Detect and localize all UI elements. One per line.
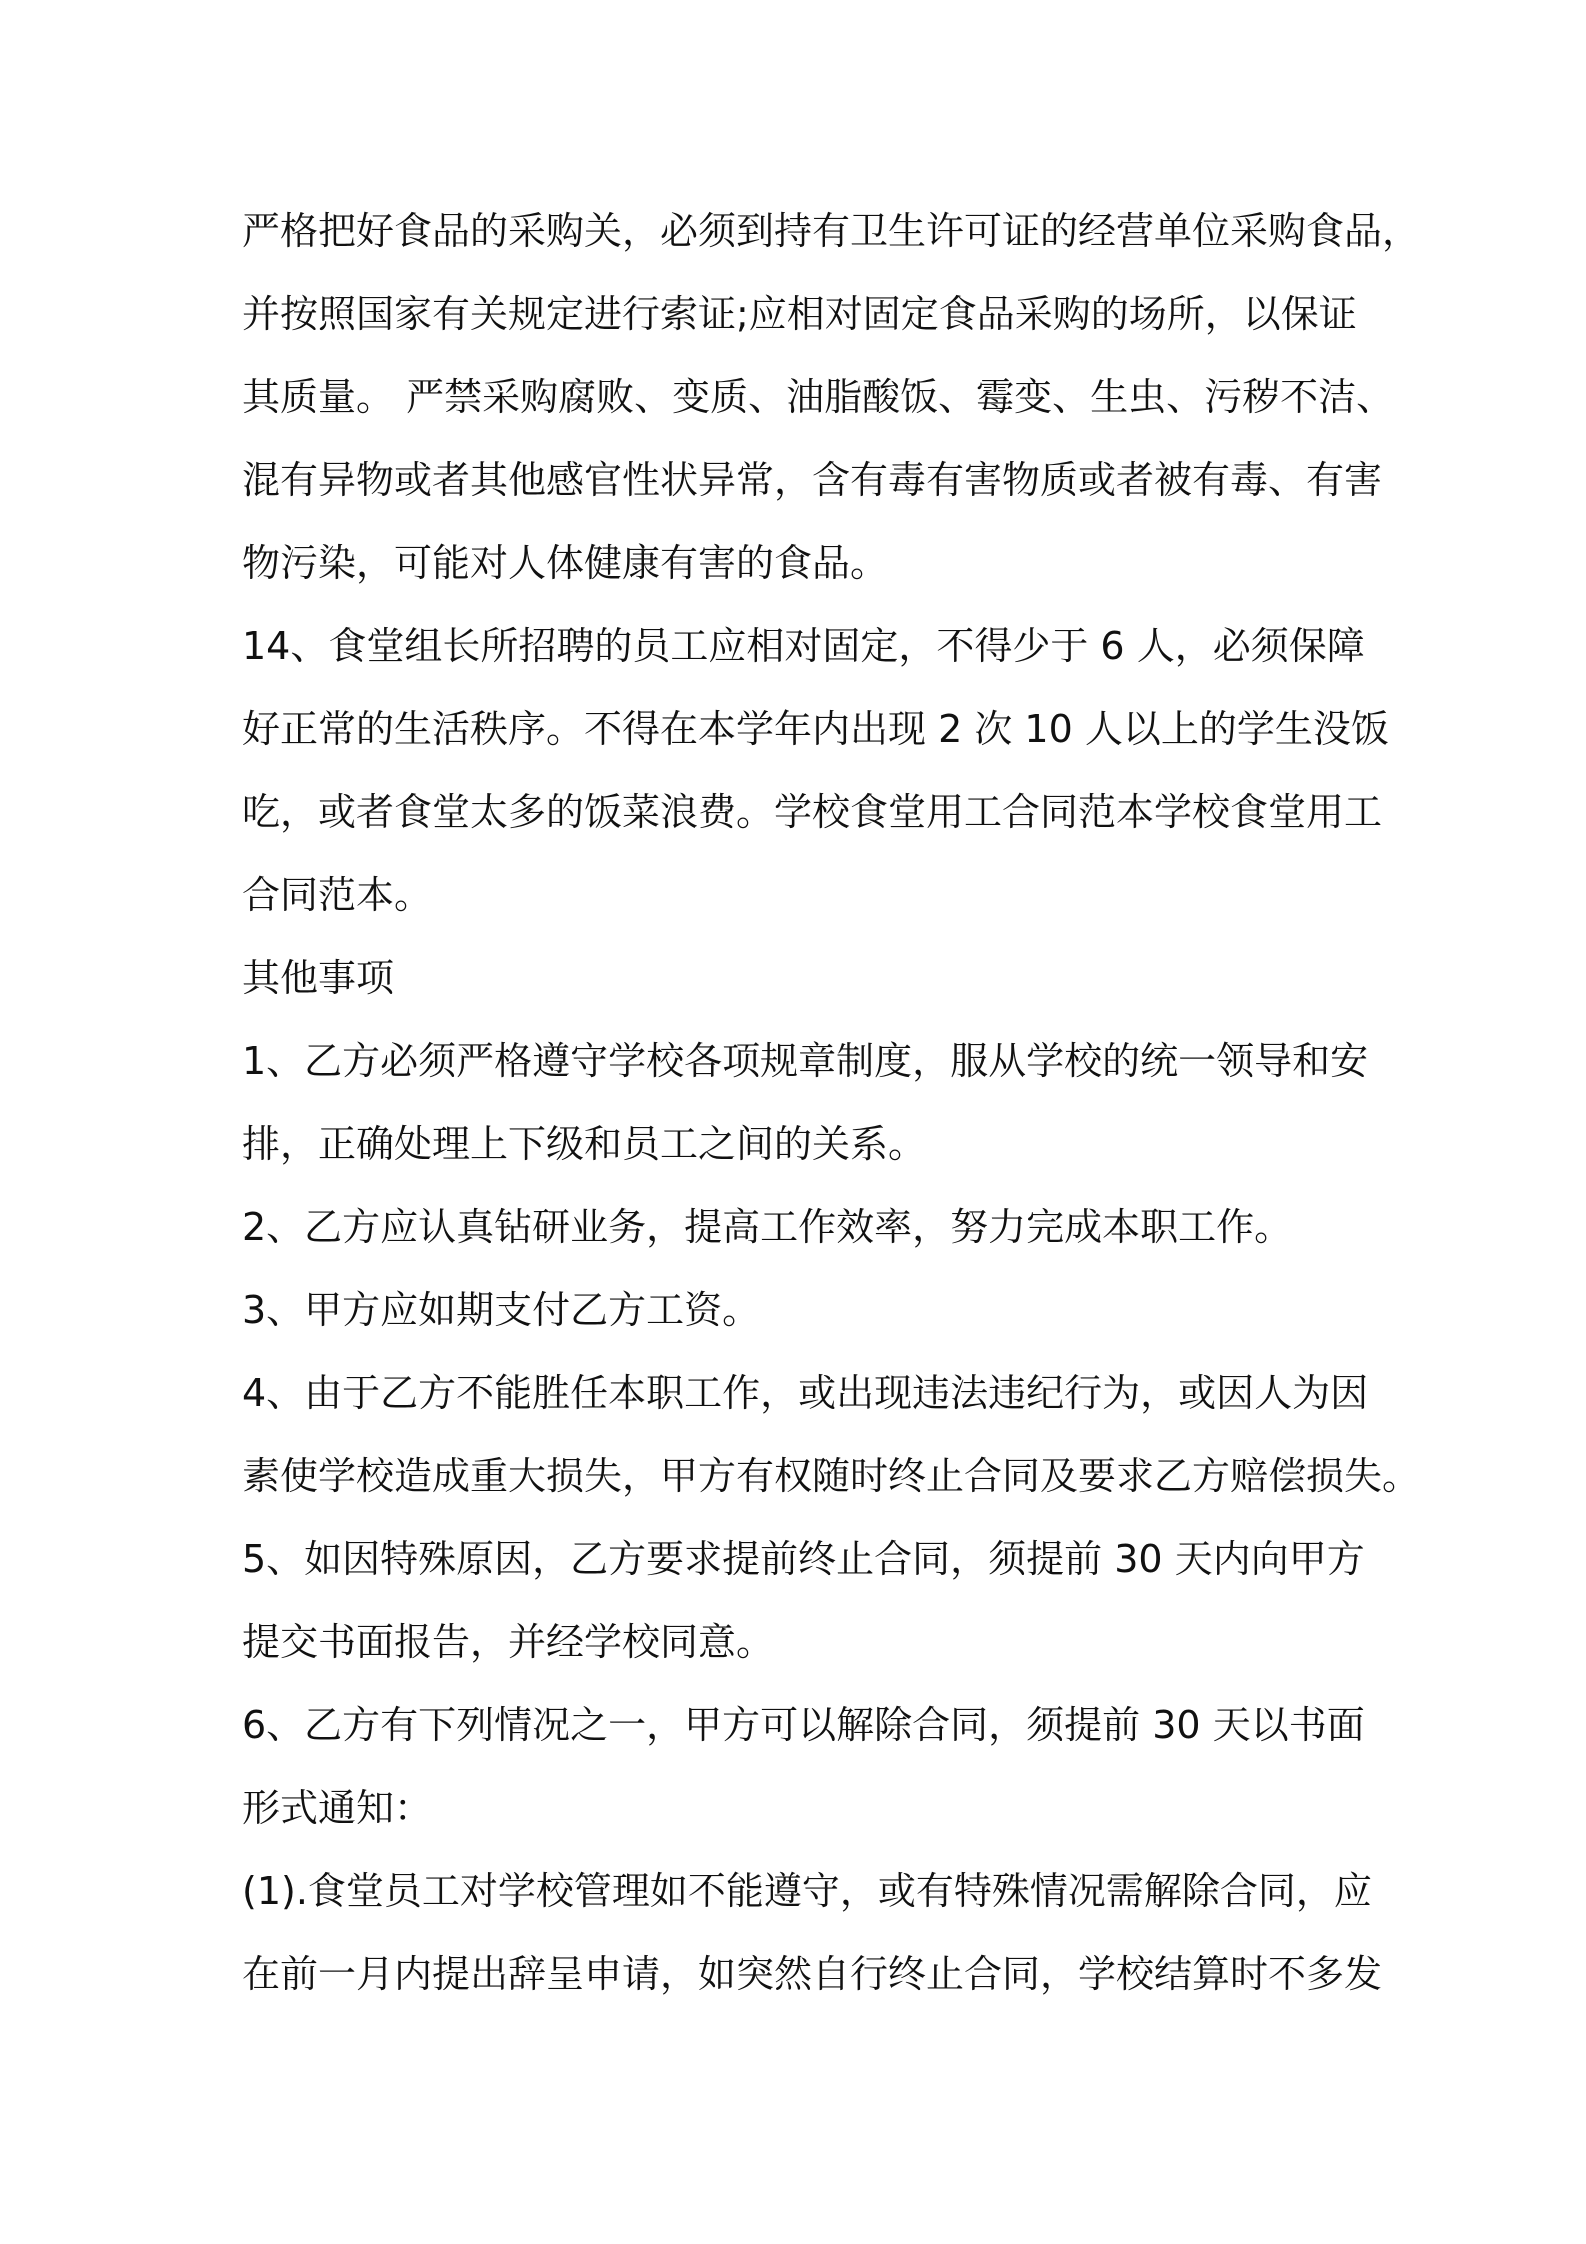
text-line: 4、由于乙方不能胜任本职工作，或出现违法违纪行为，或因人为因 bbox=[242, 1371, 1369, 1415]
text-line: 吃，或者食堂太多的饭菜浪费。学校食堂用工合同范本学校食堂用工 bbox=[242, 790, 1383, 834]
text-line: 1、乙方必须严格遵守学校各项规章制度，服从学校的统一领导和安 bbox=[242, 1039, 1369, 1083]
text-line: 素使学校造成重大损失，甲方有权随时终止合同及要求乙方赔偿损失。 bbox=[242, 1454, 1421, 1498]
text-line: 在前一月内提出辞呈申请，如突然自行终止合同，学校结算时不多发 bbox=[242, 1952, 1383, 1996]
text-line: 物污染，可能对人体健康有害的食品。 bbox=[242, 541, 889, 585]
text-line: 5、如因特殊原因，乙方要求提前终止合同，须提前 30 天内向甲方 bbox=[242, 1537, 1365, 1581]
text-line: (1).食堂员工对学校管理如不能遵守，或有特殊情况需解除合同，应 bbox=[242, 1869, 1372, 1913]
text-line: 2、乙方应认真钻研业务，提高工作效率，努力完成本职工作。 bbox=[242, 1205, 1293, 1249]
text-line: 严格把好食品的采购关，必须到持有卫生许可证的经营单位采购食品， bbox=[242, 209, 1421, 253]
text-line: 并按照国家有关规定进行索证;应相对固定食品采购的场所，以保证 bbox=[242, 292, 1357, 336]
text-line: 其质量。 严禁采购腐败、变质、油脂酸饭、霉变、生虫、污秽不洁、 bbox=[242, 375, 1395, 419]
section-heading: 其他事项 bbox=[242, 956, 395, 1000]
text-line: 3、甲方应如期支付乙方工资。 bbox=[242, 1288, 761, 1332]
text-line: 提交书面报告，并经学校同意。 bbox=[242, 1620, 775, 1664]
text-line: 排，正确处理上下级和员工之间的关系。 bbox=[242, 1122, 927, 1166]
text-line: 合同范本。 bbox=[242, 873, 433, 917]
text-line: 混有异物或者其他感官性状异常，含有毒有害物质或者被有毒、有害 bbox=[242, 458, 1383, 502]
text-line: 好正常的生活秩序。不得在本学年内出现 2 次 10 人以上的学生没饭 bbox=[242, 707, 1389, 751]
text-line: 形式通知： bbox=[242, 1786, 433, 1830]
text-line: 6、乙方有下列情况之一，甲方可以解除合同，须提前 30 天以书面 bbox=[242, 1703, 1365, 1747]
text-line: 14、食堂组长所招聘的员工应相对固定，不得少于 6 人，必须保障 bbox=[242, 624, 1365, 668]
